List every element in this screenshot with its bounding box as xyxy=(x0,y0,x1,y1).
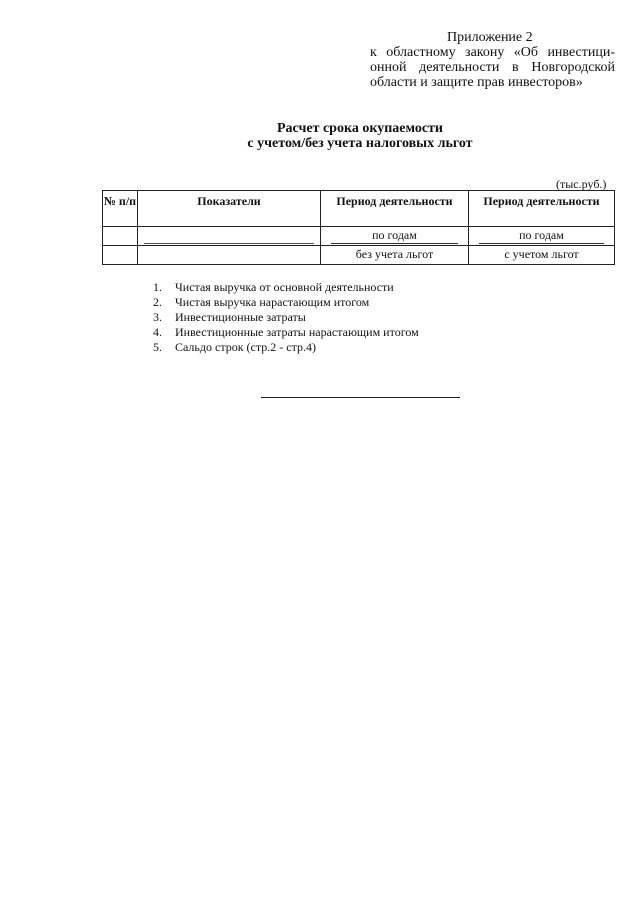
header-num-label: № п/п xyxy=(103,194,137,208)
table-header-row xyxy=(103,191,615,227)
list-item-number: 3. xyxy=(153,310,162,324)
list-item xyxy=(153,295,419,310)
appendix-line: онной деятельности в Новгородской xyxy=(370,60,615,75)
list-item xyxy=(153,325,419,340)
without-benefits-label: без учета льгот xyxy=(355,247,434,261)
period-cell xyxy=(469,246,615,265)
table-row xyxy=(103,227,615,246)
num-cell xyxy=(103,227,138,246)
period-by-years-label: по годам xyxy=(331,227,458,244)
blank-line xyxy=(144,243,314,244)
list-item-text: Чистая выручка нарастающим итогом xyxy=(175,295,370,309)
appendix-header xyxy=(370,30,615,90)
list-item-text: Сальдо строк (стр.2 - стр.4) xyxy=(175,340,316,354)
header-period-with: Период деятельности xyxy=(469,191,615,227)
period-by-years-label: по годам xyxy=(479,227,604,244)
list-item-text: Чистая выручка от основной деятельности xyxy=(175,280,394,294)
header-period-without: Период деятельности xyxy=(321,191,469,227)
list-item xyxy=(153,280,419,295)
payback-table xyxy=(102,190,615,265)
list-item-number: 5. xyxy=(153,340,162,354)
header-indicators: Показатели xyxy=(138,191,321,227)
document-title xyxy=(180,121,540,151)
table-row xyxy=(103,246,615,265)
list-item xyxy=(153,310,419,325)
appendix-title: Приложение 2 xyxy=(447,30,533,45)
appendix-line: области и защите прав инвесторов» xyxy=(370,75,583,90)
period-cell xyxy=(321,227,469,246)
appendix-line: к областному закону «Об инвестици- xyxy=(370,45,615,60)
list-item-number: 4. xyxy=(153,325,162,339)
units-label: (тыс.руб.) xyxy=(556,177,607,191)
list-item-text: Инвестиционные затраты xyxy=(175,310,306,324)
indicator-list xyxy=(153,280,419,355)
header-num xyxy=(103,191,138,227)
num-cell xyxy=(103,246,138,265)
period-cell xyxy=(321,246,469,265)
document-title-line: Расчет срока окупаемости xyxy=(277,121,443,136)
list-item-text: Инвестиционные затраты нарастающим итогом xyxy=(175,325,419,339)
period-cell xyxy=(469,227,615,246)
with-benefits-label: с учетом льгот xyxy=(504,247,579,261)
list-item-number: 1. xyxy=(153,280,162,294)
list-item xyxy=(153,340,419,355)
indicator-cell xyxy=(138,227,321,246)
list-item-number: 2. xyxy=(153,295,162,309)
document-title-line: с учетом/без учета налоговых льгот xyxy=(247,136,473,151)
end-divider xyxy=(261,397,460,398)
indicator-cell xyxy=(138,246,321,265)
